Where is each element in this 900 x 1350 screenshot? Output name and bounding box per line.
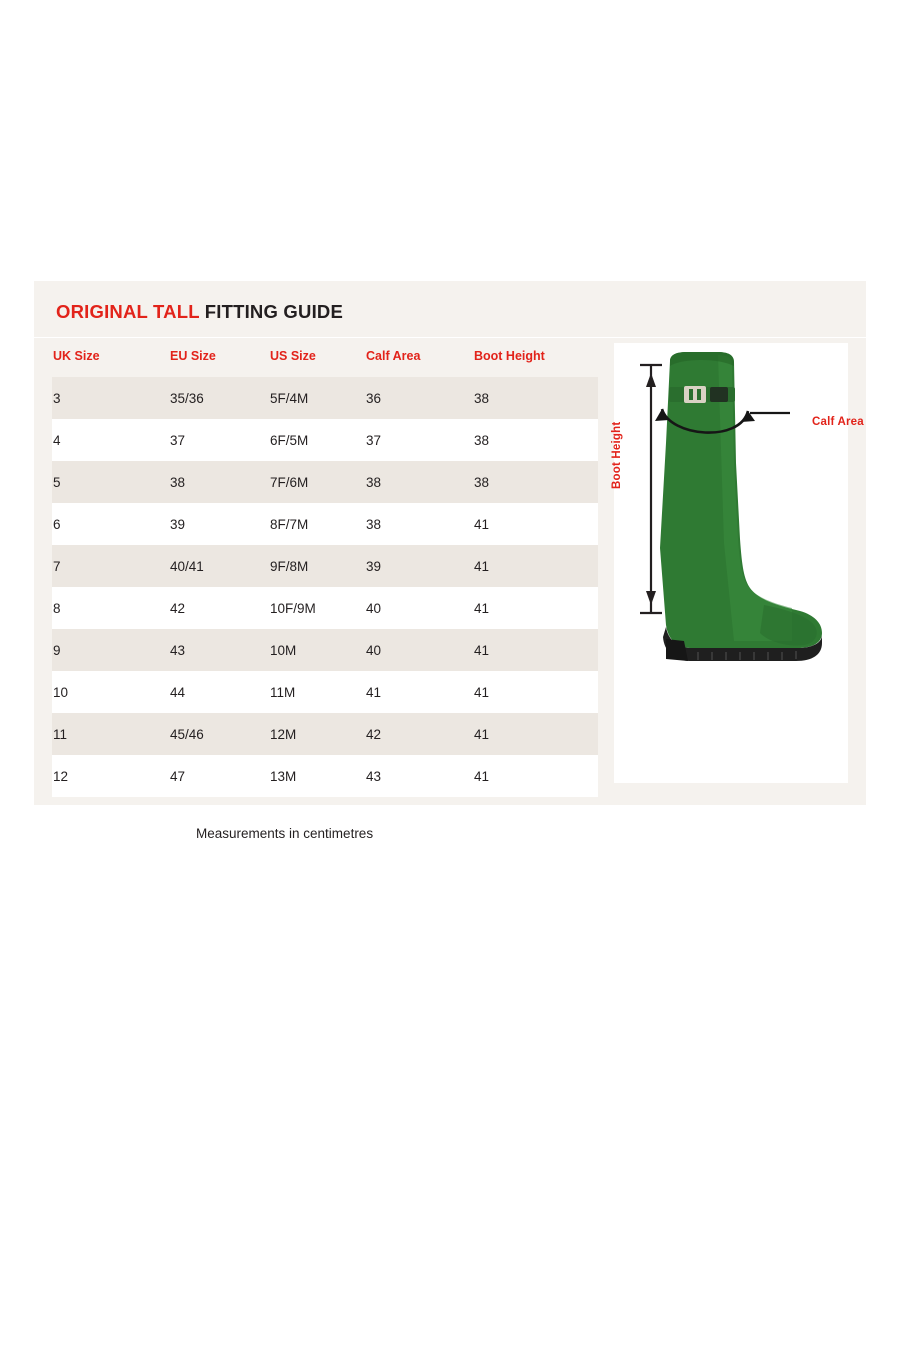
cell-uk-size: 10: [52, 671, 170, 713]
table-body: [52, 377, 598, 797]
column-header-us-size: US Size: [270, 349, 316, 363]
cell-boot-height: 41: [474, 545, 598, 587]
cell-uk-size: 7: [52, 545, 170, 587]
cell-boot-height: 41: [474, 755, 598, 797]
cell-calf-area: 37: [366, 419, 474, 461]
cell-uk-size: 4: [52, 419, 170, 461]
cell-us-size: 12M: [270, 713, 366, 755]
cell-boot-height: 41: [474, 629, 598, 671]
table-row: [52, 755, 598, 797]
table-header-row: [52, 343, 598, 377]
cell-us-size: 5F/4M: [270, 377, 366, 419]
cell-calf-area: 43: [366, 755, 474, 797]
cell-uk-size: 6: [52, 503, 170, 545]
cell-calf-area: 39: [366, 545, 474, 587]
size-table-container: [52, 343, 598, 797]
title-divider: [34, 337, 866, 338]
cell-us-size: 6F/5M: [270, 419, 366, 461]
cell-boot-height: 41: [474, 671, 598, 713]
cell-boot-height: 41: [474, 503, 598, 545]
cell-uk-size: 8: [52, 587, 170, 629]
cell-us-size: 8F/7M: [270, 503, 366, 545]
table-row: [52, 461, 598, 503]
cell-us-size: 10F/9M: [270, 587, 366, 629]
cell-eu-size: 44: [170, 671, 270, 713]
cell-calf-area: 36: [366, 377, 474, 419]
cell-eu-size: 45/46: [170, 713, 270, 755]
cell-calf-area: 38: [366, 503, 474, 545]
title-accent: ORIGINAL TALL: [56, 301, 200, 322]
column-header-boot-height: Boot Height: [474, 349, 545, 363]
table-row: [52, 545, 598, 587]
cell-calf-area: 40: [366, 587, 474, 629]
cell-us-size: 9F/8M: [270, 545, 366, 587]
boot-height-label: Boot Height: [611, 421, 623, 489]
table-row: [52, 503, 598, 545]
measurement-note: Measurements in centimetres: [196, 826, 374, 841]
cell-us-size: 10M: [270, 629, 366, 671]
table-head: [52, 343, 598, 377]
cell-eu-size: 37: [170, 419, 270, 461]
size-table: [52, 343, 598, 797]
calf-area-label: Calf Area: [812, 416, 864, 428]
cell-calf-area: 42: [366, 713, 474, 755]
cell-eu-size: 42: [170, 587, 270, 629]
boot-height-measure-line: [640, 365, 662, 613]
cell-boot-height: 38: [474, 377, 598, 419]
column-header-uk-size: UK Size: [53, 349, 100, 363]
boot-illustration-panel: [611, 343, 864, 783]
cell-eu-size: 39: [170, 503, 270, 545]
cell-boot-height: 41: [474, 587, 598, 629]
cell-calf-area: 38: [366, 461, 474, 503]
cell-us-size: 7F/6M: [270, 461, 366, 503]
table-row: [52, 419, 598, 461]
cell-us-size: 13M: [270, 755, 366, 797]
cell-boot-height: 38: [474, 461, 598, 503]
table-row: [52, 377, 598, 419]
cell-eu-size: 40/41: [170, 545, 270, 587]
cell-eu-size: 38: [170, 461, 270, 503]
cell-eu-size: 47: [170, 755, 270, 797]
cell-boot-height: 38: [474, 419, 598, 461]
title-rest: FITTING GUIDE: [199, 301, 344, 322]
cell-eu-size: 43: [170, 629, 270, 671]
cell-uk-size: 12: [52, 755, 170, 797]
table-row: [52, 587, 598, 629]
column-header-eu-size: EU Size: [170, 349, 216, 363]
cell-uk-size: 3: [52, 377, 170, 419]
wellington-boot-graphic: [660, 352, 822, 661]
page-title: [56, 301, 343, 323]
cell-calf-area: 41: [366, 671, 474, 713]
cell-us-size: 11M: [270, 671, 366, 713]
cell-uk-size: 9: [52, 629, 170, 671]
cell-boot-height: 41: [474, 713, 598, 755]
fitting-guide-card: [34, 281, 866, 805]
boot-diagram: [614, 343, 848, 783]
table-row: [52, 671, 598, 713]
table-row: [52, 629, 598, 671]
cell-uk-size: 11: [52, 713, 170, 755]
cell-calf-area: 40: [366, 629, 474, 671]
column-header-calf-area: Calf Area: [366, 349, 421, 363]
table-row: [52, 713, 598, 755]
cell-uk-size: 5: [52, 461, 170, 503]
cell-eu-size: 35/36: [170, 377, 270, 419]
